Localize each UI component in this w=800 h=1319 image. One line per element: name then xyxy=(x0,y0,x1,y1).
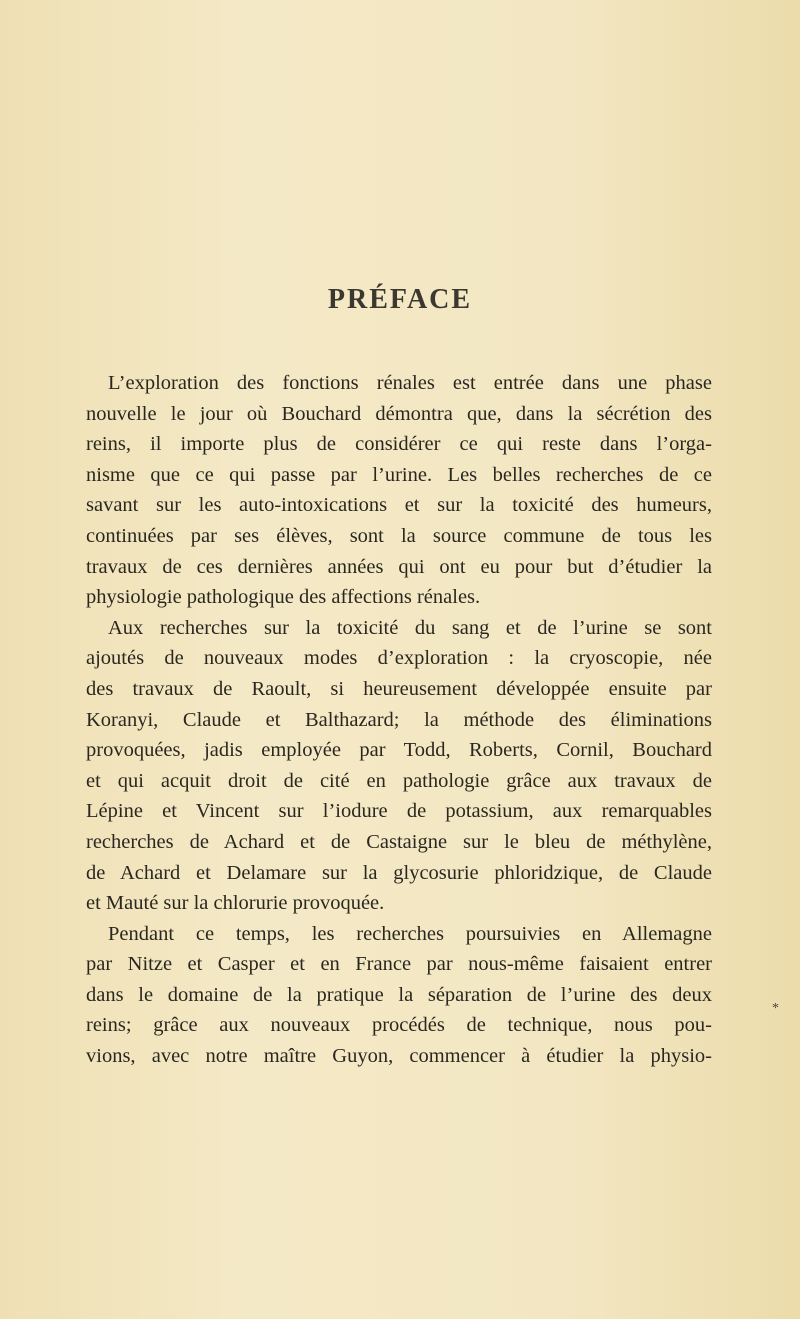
margin-mark: * xyxy=(772,1001,779,1016)
text-line: reins, il importe plus de considérer ce qui reste dans l’orga- xyxy=(86,433,712,456)
text-line: et qui acquit droit de cité en pathologie grâce aux travaux de xyxy=(86,769,712,792)
text-line: provoquées, jadis employée par Todd, Roberts, Cornil, Bouchard xyxy=(86,739,712,762)
text-line: des travaux de Raoult, si heureusement développée ensuite par xyxy=(86,677,712,700)
text-line: vions, avec notre maître Guyon, commencer à étudier la physio- xyxy=(86,1045,712,1068)
text-line: recherches de Achard et de Castaigne sur le bleu de méthylène, xyxy=(86,830,712,853)
paragraph-2 xyxy=(86,613,712,919)
text-line: par Nitze et Casper et en France par nous-même faisaient entrer xyxy=(86,953,712,976)
text-line: nouvelle le jour où Bouchard démontra que, dans la sécrétion des xyxy=(86,402,712,425)
text-line: L’exploration des fonctions rénales est entrée dans une phase xyxy=(108,372,712,394)
paragraph-1 xyxy=(86,368,712,613)
text-line: Pendant ce temps, les recherches poursuivies en Allemagne xyxy=(108,922,712,945)
text-line: Aux recherches sur la toxicité du sang et de l’urine se sont xyxy=(108,616,712,639)
text-line: Lépine et Vincent sur l’iodure de potassium, aux remarquables xyxy=(86,800,712,823)
text-line: ajoutés de nouveaux modes d’exploration : la cryoscopie, née xyxy=(86,647,712,670)
text-line: nisme que ce qui passe par l’urine. Les belles recherches de ce xyxy=(86,463,712,486)
text-line: de Achard et Delamare sur la glycosurie phloridzique, de Claude xyxy=(86,861,712,884)
text-line: travaux de ces dernières années qui ont eu pour but d’étudier la xyxy=(86,555,712,578)
paragraph-3 xyxy=(86,919,712,1072)
text-line: dans le domaine de la pratique la séparation de l’urine des deux xyxy=(86,983,712,1006)
text-line: physiologie pathologique des affections rénales. xyxy=(86,586,481,609)
text-line: Koranyi, Claude et Balthazard; la méthode des éliminations xyxy=(86,708,712,731)
page-title: PRÉFACE xyxy=(327,284,473,315)
text-line: continuées par ses élèves, sont la source commune de tous les xyxy=(86,524,712,547)
text-line: et Mauté sur la chlorurie provoquée. xyxy=(86,892,385,915)
preface-text xyxy=(86,368,712,1072)
text-line: reins; grâce aux nouveaux procédés de technique, nous pou- xyxy=(86,1014,712,1037)
text-line: savant sur les auto-intoxications et sur la toxicité des humeurs, xyxy=(86,494,712,517)
